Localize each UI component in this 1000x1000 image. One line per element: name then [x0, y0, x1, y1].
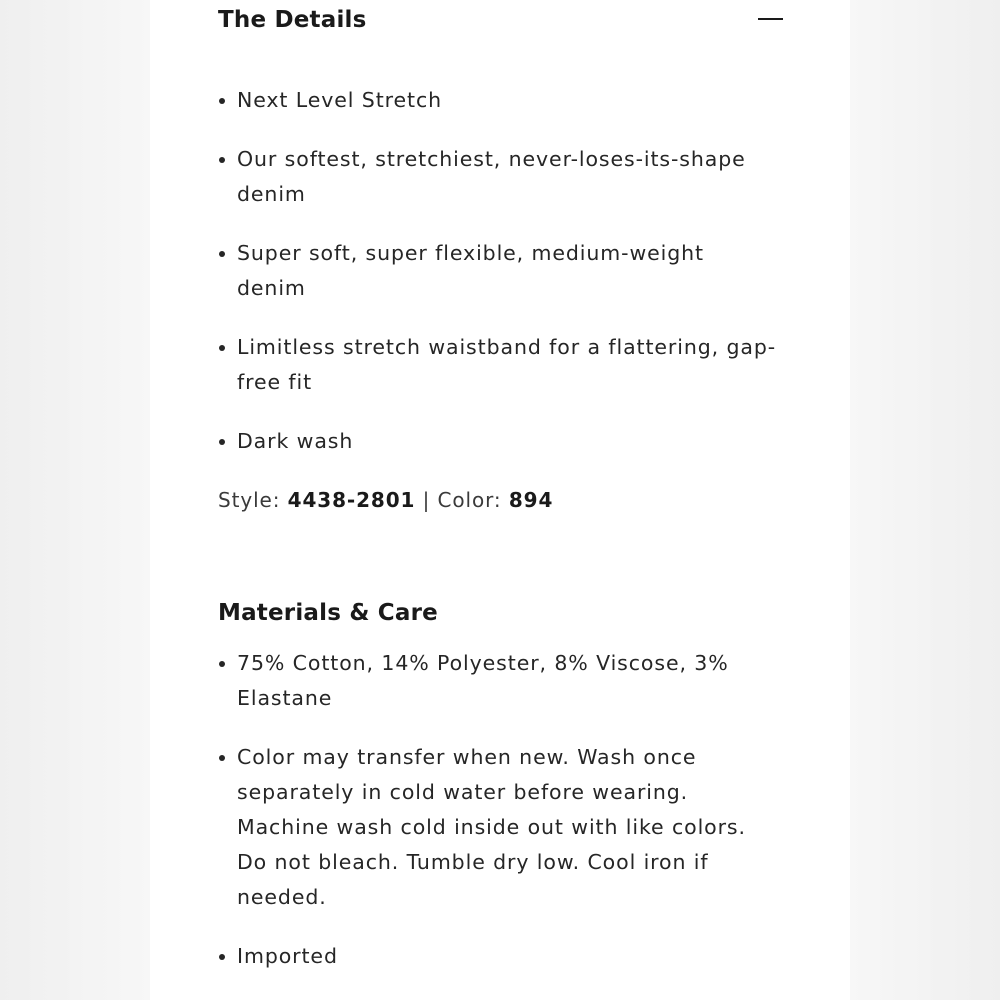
- materials-item: 75% Cotton, 14% Polyester, 8% Viscose, 3% Elastane: [218, 646, 778, 716]
- details-item: Limitless stretch waistband for a flattering, gap-free fit: [218, 330, 778, 400]
- page-backdrop-right: [850, 0, 1000, 1000]
- style-separator: |: [422, 488, 431, 512]
- color-label: Color:: [437, 488, 502, 512]
- page-backdrop-left: [0, 0, 150, 1000]
- details-collapse-button[interactable]: [746, 0, 792, 40]
- details-item: Next Level Stretch: [218, 83, 778, 118]
- color-code: 894: [508, 488, 554, 512]
- materials-item: Imported: [218, 939, 778, 974]
- style-color-line: [218, 486, 553, 514]
- details-list: [218, 83, 778, 483]
- details-heading: The Details: [218, 7, 367, 33]
- style-number: 4438-2801: [287, 488, 416, 512]
- details-item: Our softest, stretchiest, never-loses-its-shape denim: [218, 142, 778, 212]
- minus-icon: [758, 18, 783, 20]
- style-label: Style:: [218, 488, 281, 512]
- materials-heading: Materials & Care: [218, 600, 438, 626]
- details-item: Dark wash: [218, 424, 778, 459]
- details-item: Super soft, super flexible, medium-weight denim: [218, 236, 778, 306]
- materials-list: [218, 646, 778, 998]
- product-info-panel: [150, 0, 850, 1000]
- materials-item: Color may transfer when new. Wash once separately in cold water before wearing. Machine wash cold inside out with like colors. Do not bleach. Tumble dry low. Cool iron if needed.: [218, 740, 778, 915]
